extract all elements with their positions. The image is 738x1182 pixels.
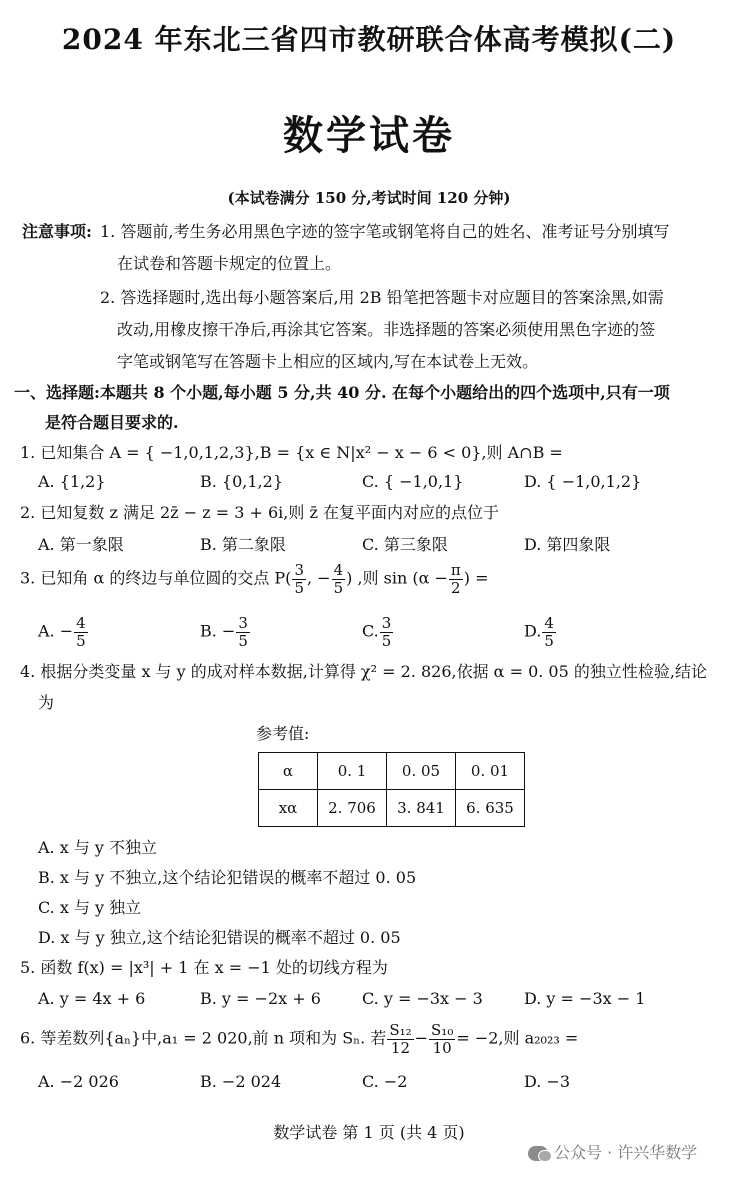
q3-frac-1 [292,562,306,596]
q1-option-d: D. { −1,0,1,2} [524,472,642,491]
q6-frac-1 [387,1022,413,1056]
q4-reference-table [258,752,525,827]
subject-title: 数学试卷 [283,112,455,159]
q4-option-a: A. x 与 y 不独立 [38,838,158,857]
table-cell: α [259,753,318,790]
q3-option-a-num: 4 [76,614,86,632]
q5-option-a: A. y = 4x + 6 [38,989,146,1008]
q2-option-c: C. 第三象限 [362,535,448,554]
q3-option-d-label: D. [524,621,542,641]
q4-option-b: B. x 与 y 不独立,这个结论犯错误的概率不超过 0. 05 [38,868,417,887]
watermark [528,1140,697,1163]
q3-stem-text-3: ) = [463,568,489,588]
q6-frac-1-num: S₁₂ [389,1021,412,1039]
q3-option-d [524,615,557,649]
q3-stem [20,562,488,596]
q3-frac-2-num: 4 [333,561,344,579]
q3-frac-1-num: 3 [294,561,304,579]
q3-frac-2 [332,562,346,596]
q3-option-c-frac [380,615,394,649]
q3-stem-text-2: ) ,则 sin (α − [346,568,448,588]
q3-frac-3 [449,562,463,596]
table-cell: 0. 1 [318,753,387,790]
q4-option-d: D. x 与 y 独立,这个结论犯错误的概率不超过 0. 05 [38,928,401,947]
q4-reference-label: 参考值: [256,724,310,743]
table-row [259,790,525,827]
q3-option-d-num: 4 [544,614,554,632]
notice-item-1-line-2: 在试卷和答题卡规定的位置上。 [117,254,342,273]
table-cell: 0. 01 [456,753,525,790]
section-1-heading-cont: 是符合题目要求的. [45,413,179,432]
q6-stem [20,1022,578,1056]
q3-option-a-den: 5 [76,631,86,650]
wechat-icon [528,1146,548,1161]
q6-option-c: C. −2 [362,1072,408,1091]
q6-frac-1-den: 12 [390,1038,411,1057]
q3-option-a [38,615,89,649]
q3-option-d-frac [542,615,556,649]
table-row [259,753,525,790]
table-cell: 0. 05 [387,753,456,790]
q6-frac-2 [429,1022,455,1056]
q3-option-b-frac [236,615,250,649]
q4-option-c: C. x 与 y 独立 [38,898,142,917]
q3-option-c-label: C. [362,621,379,641]
q3-comma: , − [306,568,331,588]
q3-option-b-num: 3 [238,614,248,632]
q6-option-d: D. −3 [524,1072,571,1091]
page-footer: 数学试卷 第 1 页 (共 4 页) [273,1123,465,1142]
q3-option-a-frac [74,615,88,649]
q6-stem-text-2: = −2,则 a₂₀₂₃ = [456,1028,579,1048]
q2-option-b: B. 第二象限 [200,535,286,554]
q6-option-b: B. −2 024 [200,1072,282,1091]
q4-stem-cont: 为 [38,693,55,712]
notice-item-1-line-1: 1. 答题前,考生务必用黑色字迹的签字笔或钢笔将自己的姓名、准考证号分别填写 [100,222,670,241]
q3-option-b [200,615,251,649]
q6-frac-2-num: S₁₀ [431,1021,454,1039]
watermark-text: 公众号 · 许兴华数学 [554,1143,698,1162]
q6-option-a: A. −2 026 [38,1072,119,1091]
q3-frac-2-den: 5 [333,578,344,597]
q3-option-a-label: A. − [38,621,74,641]
notice-item-2-line-3: 字笔或钢笔写在答题卡上相应的区域内,写在本试卷上无效。 [117,352,539,371]
notice-item-2-line-2: 改动,用橡皮擦干净后,再涂其它答案。非选择题的答案必须使用黑色字迹的签 [117,320,656,339]
exam-title: 2024 年东北三省四市教研联合体高考模拟(二) [61,23,677,56]
q3-option-b-den: 5 [238,631,248,650]
q3-option-d-den: 5 [544,631,554,650]
q2-stem: 2. 已知复数 z 满足 2z̄ − z = 3 + 6i,则 z̄ 在复平面内对应的点位于 [20,503,499,522]
section-1-heading: 一、选择题:本题共 8 个小题,每小题 5 分,共 40 分. 在每个小题给出的四个选项中,只有一项 [14,383,670,402]
q3-option-c-num: 3 [381,614,392,632]
q5-stem: 5. 函数 f(x) = |x³| + 1 在 x = −1 处的切线方程为 [20,958,388,977]
q5-option-d: D. y = −3x − 1 [524,989,646,1008]
q3-option-b-label: B. − [200,621,236,641]
table-cell: 2. 706 [318,790,387,827]
q3-stem-text: 3. 已知角 α 的终边与单位圆的交点 P( [20,568,292,588]
q1-option-a: A. {1,2} [38,472,106,491]
q5-option-c: C. y = −3x − 3 [362,989,483,1008]
table-cell: xα [259,790,318,827]
table-cell: 3. 841 [387,790,456,827]
q1-option-c: C. { −1,0,1} [362,472,464,491]
notice-label: 注意事项: [22,222,92,241]
q3-frac-3-den: 2 [451,578,461,597]
q3-frac-3-num: π [450,561,461,579]
q2-option-a: A. 第一象限 [38,535,124,554]
q5-option-b: B. y = −2x + 6 [200,989,321,1008]
table-cell: 6. 635 [456,790,525,827]
q1-option-b: B. {0,1,2} [200,472,283,491]
exam-note: (本试卷满分 150 分,考试时间 120 分钟) [227,189,511,207]
q3-option-c-den: 5 [381,631,392,650]
notice-item-2-line-1: 2. 答选择题时,选出每小题答案后,用 2B 铅笔把答题卡对应题目的答案涂黑,如需 [100,288,664,307]
q4-stem: 4. 根据分类变量 x 与 y 的成对样本数据,计算得 χ² = 2. 826,依据 α = 0. 05 的独立性检验,结论 [20,662,707,681]
q2-option-d: D. 第四象限 [524,535,611,554]
q1-stem: 1. 已知集合 A = { −1,0,1,2,3},B = {x ∈ N|x² − x − 6 < 0},则 A∩B = [20,443,563,462]
q3-option-c [362,615,394,649]
q3-frac-1-den: 5 [294,578,304,597]
q6-frac-2-den: 10 [432,1038,452,1057]
q6-minus: − [414,1028,429,1048]
q6-stem-text: 6. 等差数列{aₙ}中,a₁ = 2 020,前 n 项和为 Sₙ. 若 [20,1028,387,1048]
